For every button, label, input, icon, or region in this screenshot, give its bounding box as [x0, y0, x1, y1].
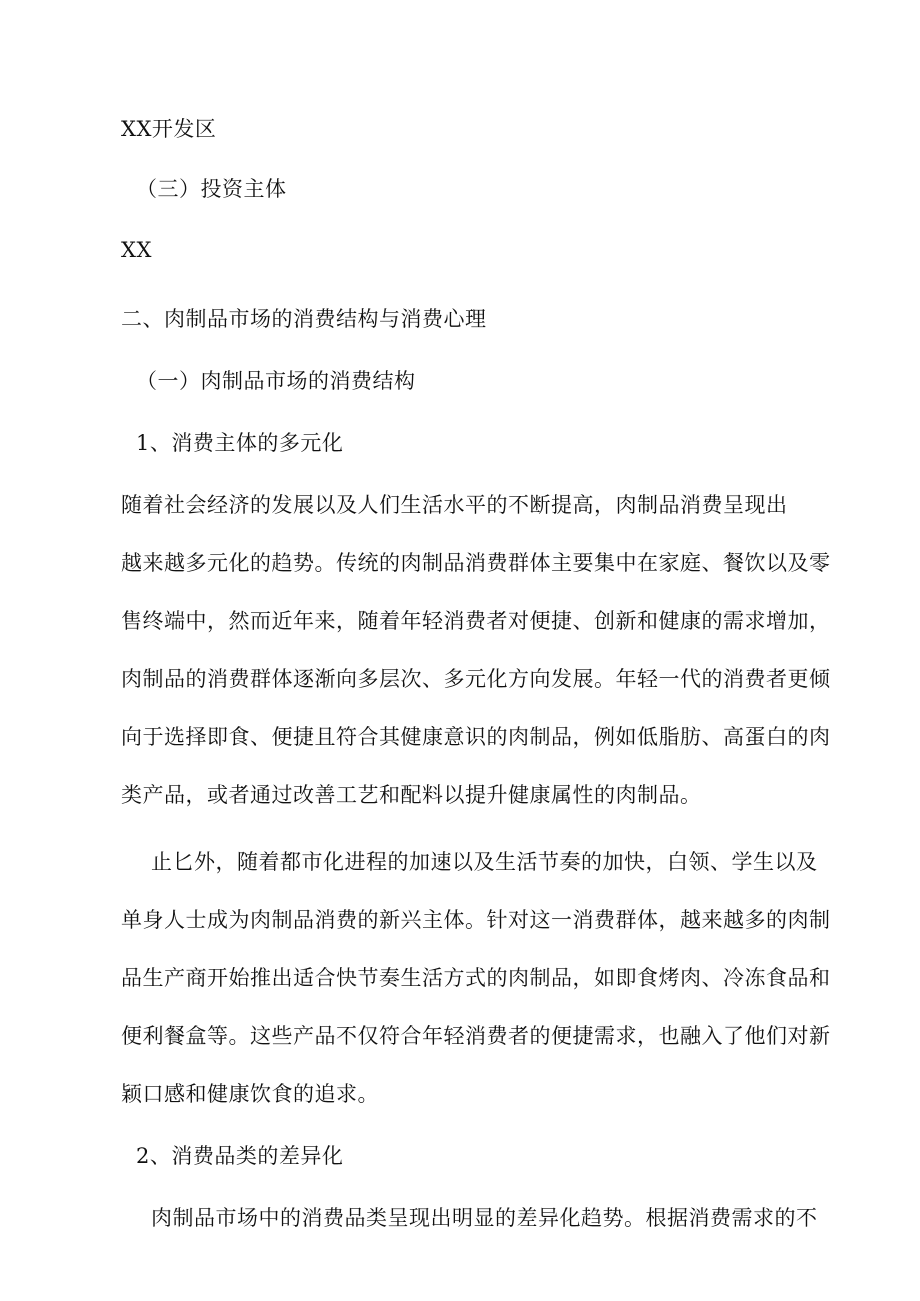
paragraph-2-line-1: 止匕外，随着都市化进程的加速以及生活节奏的加快，白领、学生以及	[151, 850, 818, 874]
chapter-2-heading: 二、肉制品市场的消费结构与消费心理	[121, 307, 487, 331]
location-line: XX开发区	[121, 117, 217, 141]
paragraph-1-line-3: 售终端中，然而近年来，随着年轻消费者对便捷、创新和健康的需求增加，	[121, 609, 831, 633]
paragraph-2-line-4: 便利餐盒等。这些产品不仅符合年轻消费者的便捷需求，也融入了他们对新	[121, 1024, 831, 1048]
investor-line: XX	[121, 238, 152, 262]
paragraph-3-line-1: 肉制品市场中的消费品类呈现出明显的差异化趋势。根据消费需求的不	[151, 1206, 818, 1230]
paragraph-1-line-5: 向于选择即食、便捷且符合其健康意识的肉制品，例如低脂肪、高蛋白的肉	[121, 725, 831, 749]
item-2-heading: 2、消费品类的差异化	[136, 1144, 344, 1168]
paragraph-1-line-2: 越来越多元化的趋势。传统的肉制品消费群体主要集中在家庭、餐饮以及零	[121, 551, 831, 575]
section-3-heading: （三）投资主体	[136, 177, 287, 201]
paragraph-1-line-6: 类产品，或者通过改善工艺和配料以提升健康属性的肉制品。	[121, 783, 702, 807]
item-1-heading: 1、消费主体的多元化	[136, 431, 344, 455]
paragraph-2-line-5: 颖口感和健康饮食的追求。	[121, 1082, 379, 1106]
paragraph-1-line-1: 随着社会经济的发展以及人们生活水平的不断提高，肉制品消费呈现出	[121, 493, 788, 517]
paragraph-2-line-2: 单身人士成为肉制品消费的新兴主体。针对这一消费群体，越来越多的肉制	[121, 908, 831, 932]
paragraph-1-line-4: 肉制品的消费群体逐渐向多层次、多元化方向发展。年轻一代的消费者更倾	[121, 667, 831, 691]
paragraph-2-line-3: 品生产商开始推出适合快节奏生活方式的肉制品，如即食烤肉、冷冻食品和	[121, 966, 831, 990]
subsection-1-heading: （一）肉制品市场的消费结构	[136, 369, 416, 393]
